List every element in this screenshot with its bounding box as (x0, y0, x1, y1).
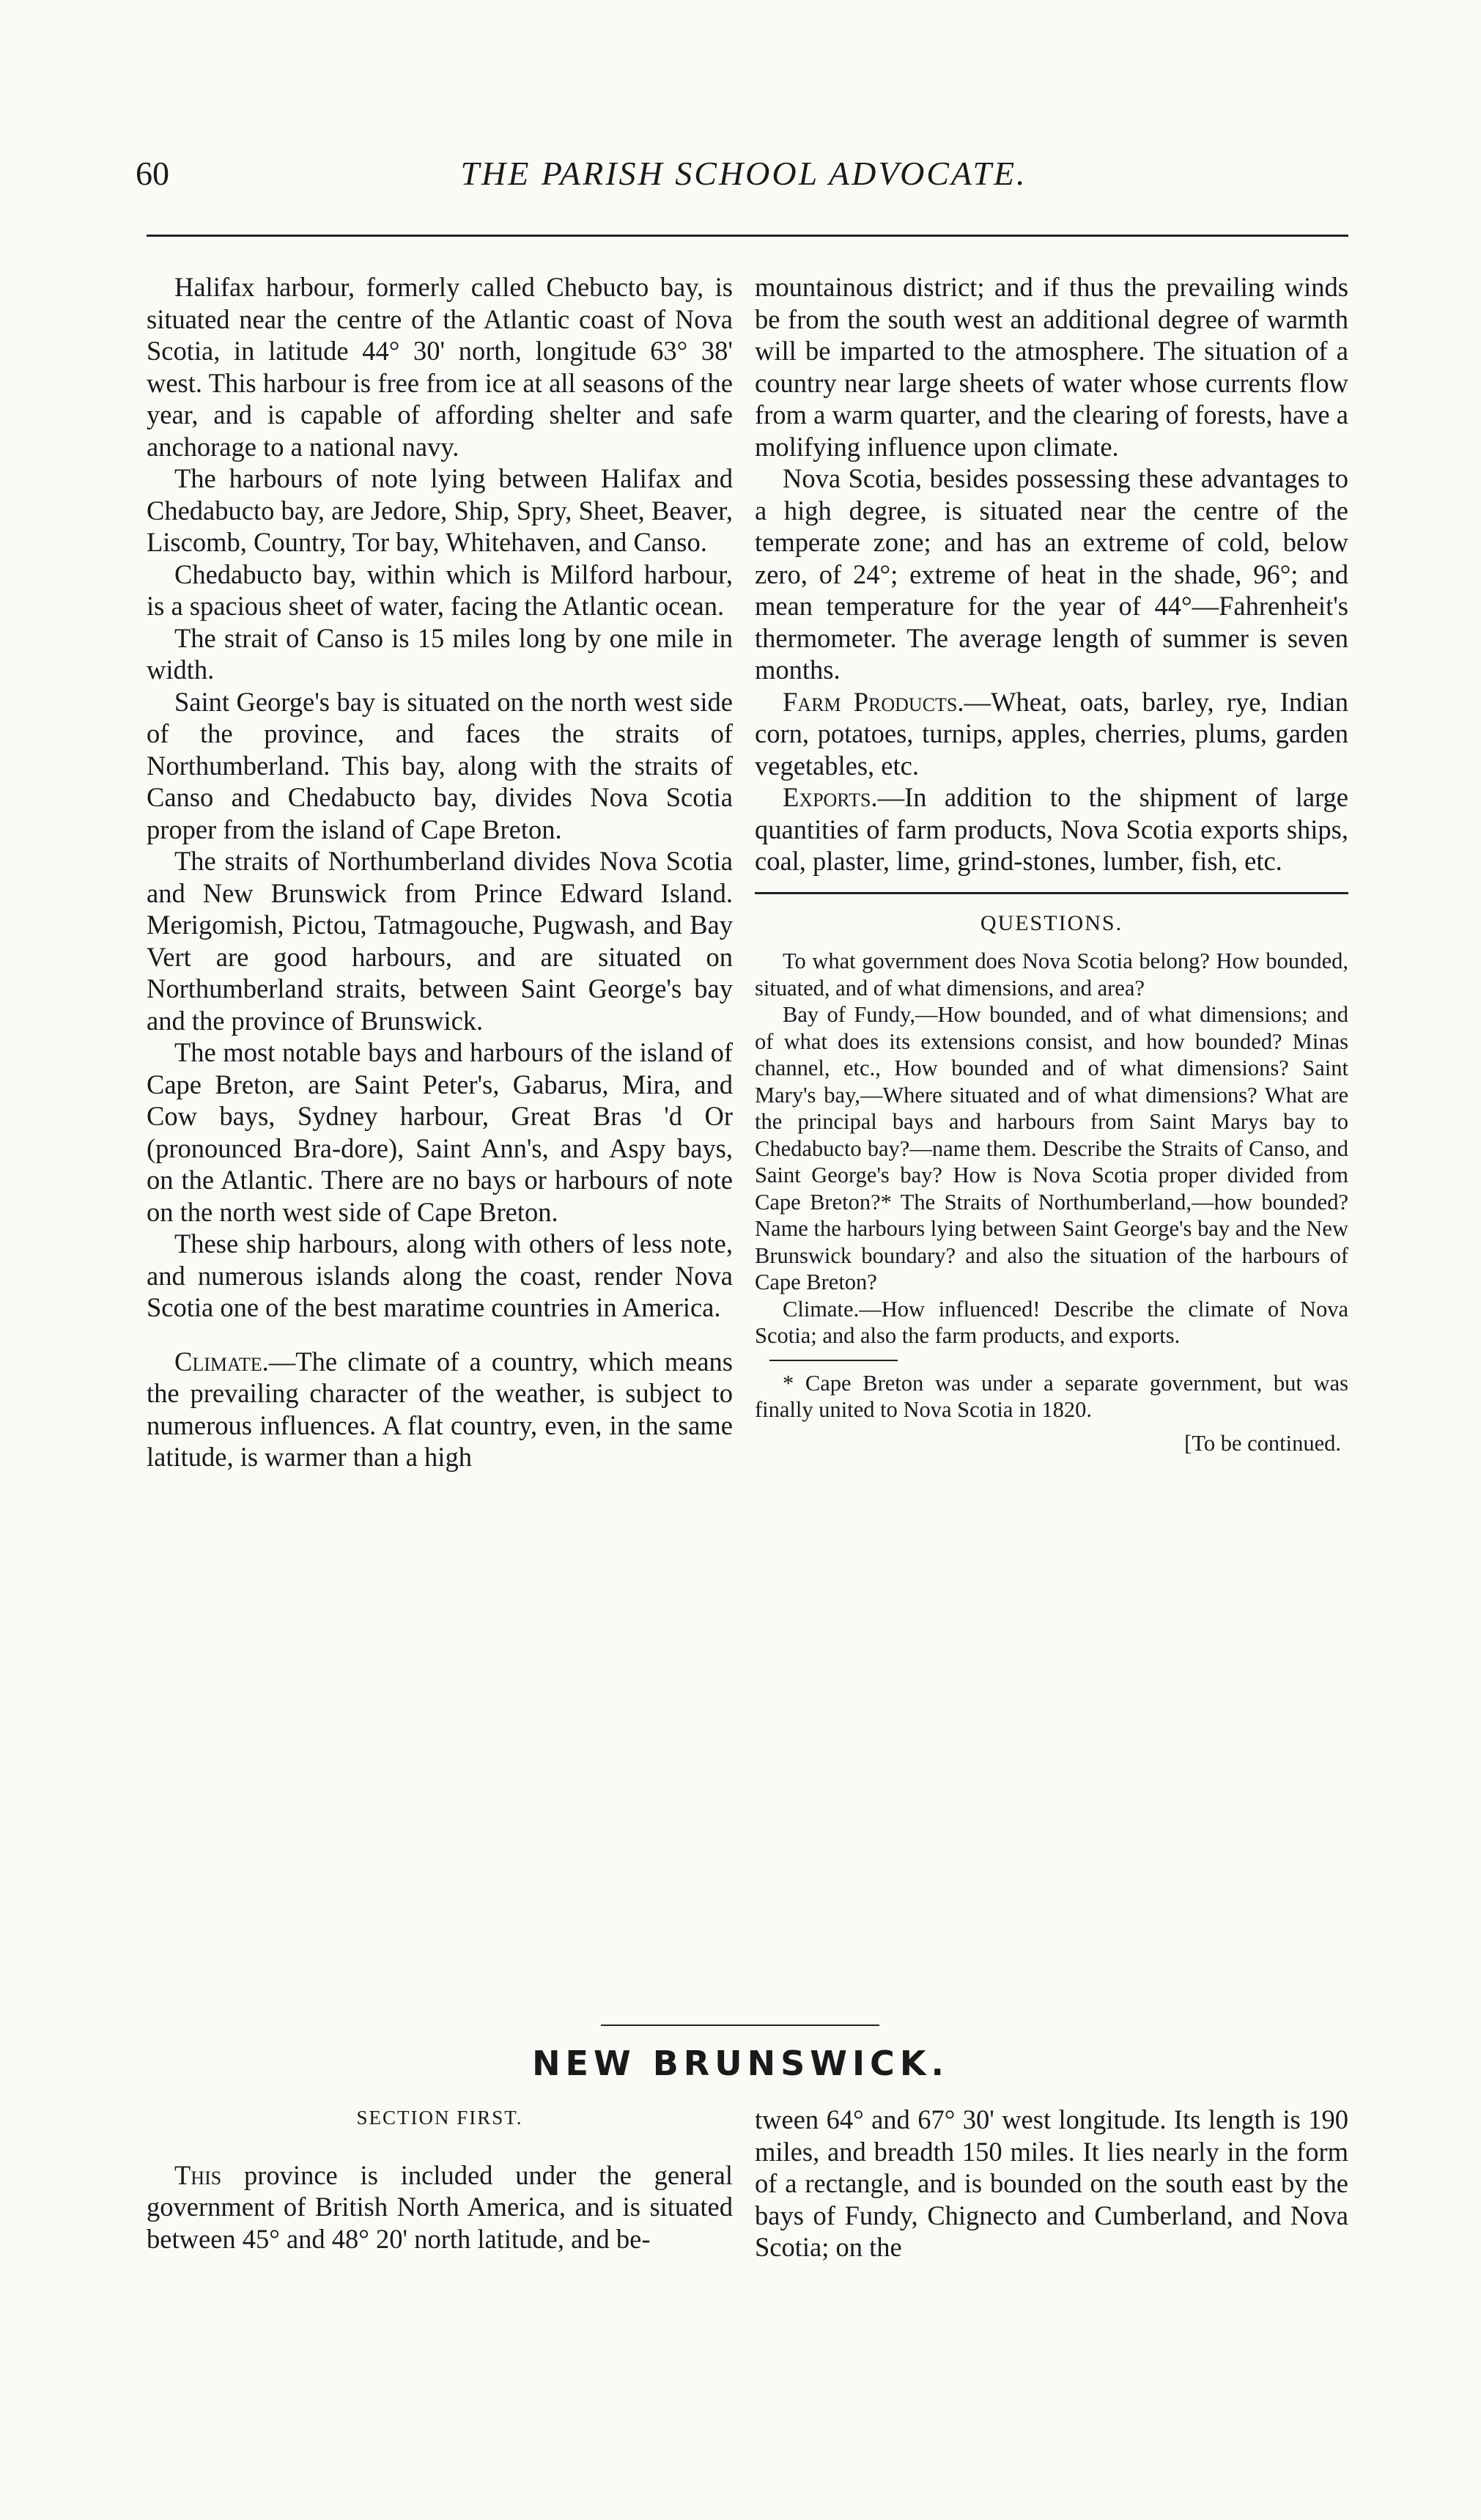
exports-label: Exports. (783, 782, 878, 812)
footnote-block (755, 1370, 1348, 1423)
climate-label: Climate. (174, 1346, 269, 1377)
paragraph: Saint George's bay is situated on the north west side of the province, and faces the straits of Northumberland. This bay, along with the straits of Canso and Chedabucto bay, divides Nova Scotia proper from the island of Cape Breton. (147, 686, 733, 844)
question-paragraph: To what government does Nova Scotia belong? How bounded, situated, and of what dimensions, and area? (755, 948, 1348, 1001)
farm-products-text: —Wheat, oats, barley, rye, Indian corn, potatoes, turnips, apples, cherries, plums, garden vegetables, etc. (755, 686, 1348, 781)
footnote: * Cape Breton was under a separate government, but was finally united to Nova Scotia in 1820. (755, 1370, 1348, 1422)
left-column (147, 271, 733, 1473)
farm-products-paragraph (755, 686, 1348, 782)
page-number: 60 (136, 155, 169, 192)
right-column (755, 271, 1348, 1459)
paragraph: The harbours of note lying between Halifax and Chedabucto bay, are Jedore, Ship, Spry, Sheet, Beaver, Liscomb, Country, Tor bay, Whitehaven, and Canso. (147, 463, 733, 557)
footnote-rule (769, 1360, 898, 1361)
climate-text: —The climate of a country, which means the prevailing character of the weather, is subject to numerous influences. A flat country, even, in the same latitude, is warmer than a high (147, 1346, 733, 1472)
section-right-column (755, 2104, 1348, 2263)
question-paragraph: Climate.—How influenced! Describe the climate of Nova Scotia; and also the farm products, and exports. (755, 1296, 1348, 1348)
paragraph: The most notable bays and harbours of the island of Cape Breton, are Saint Peter's, Gabarus, Mira, and Cow bays, Sydney harbour, Great Bras 'd Or (pronounced Bra-dore), Saint Ann's, and Aspy bays, on the Atlantic. There are no bays or harbours of note on the north west side of Cape Breton. (147, 1037, 733, 1227)
exports-paragraph (755, 781, 1348, 877)
continued-note: [To be continued. (1184, 1430, 1341, 1456)
paragraph: Nova Scotia, besides possessing these advantages to a high degree, is situated near the centre of the temperate zone; and has an extreme of cold, below zero, of 24°; extreme of heat in the shade, 96°; and mean temperature for the year of 44°—Fahrenheit's thermometer. The average length of summer is seven months. (755, 463, 1348, 685)
paragraph: Chedabucto bay, within which is Milford harbour, is a spacious sheet of water, facing the Atlantic ocean. (147, 559, 733, 621)
page-header (136, 154, 1352, 205)
section-divider (601, 2025, 879, 2026)
paragraph: These ship harbours, along with others of less note, and numerous islands along the coast, render Nova Scotia one of the best maratime countries in America. (147, 1228, 733, 1322)
questions-rule (755, 892, 1348, 894)
paragraph: Halifax harbour, formerly called Chebucto bay, is situated near the centre of the Atlantic coast of Nova Scotia, in latitude 44° 30' north, longitude 63° 38' west. This harbour is free from ice at all seasons of the year, and is capable of affording shelter and safe anchorage to a national navy. (147, 272, 733, 462)
paragraph: mountainous district; and if thus the prevailing winds be from the south west an additional degree of warmth will be imparted to the atmosphere. The situation of a country near large sheets of water whose currents flow from a warm quarter, and the clearing of forests, have a molifying influence upon climate. (755, 272, 1348, 462)
section-left-column (147, 2102, 733, 2255)
header-rule (147, 235, 1348, 237)
section-title: NEW BRUNSWICK. (532, 2044, 949, 2083)
section-subheading: SECTION FIRST. (356, 2107, 523, 2129)
this-word: This (174, 2159, 222, 2190)
section-left-text: province is included under the general government of British North America, and is situated between 45° and 48° 20' north latitude, and be- (147, 2159, 733, 2254)
paragraph: The straits of Northumberland divides Nova Scotia and New Brunswick from Prince Edward Island. Merigomish, Pictou, Tatmagouche, Pugwash, and Bay Vert are good harbours, and are situated on Northumberland straits, between Saint George's bay and the province of Brunswick. (147, 846, 733, 1036)
questions-heading: QUESTIONS. (980, 910, 1123, 935)
paragraph: The strait of Canso is 15 miles long by one mile in width. (147, 622, 733, 685)
section-right-text: tween 64° and 67° 30' west longitude. Its length is 190 miles, and breadth 150 miles. It lies nearly in the form of a rectangle, and is bounded on the south east by the bays of Fundy, Chignecto and Cumberland, and Nova Scotia; on the (755, 2104, 1348, 2262)
climate-paragraph (147, 1346, 733, 1473)
running-title: THE PARISH SCHOOL ADVOCATE. (460, 155, 1027, 192)
farm-products-label: Farm Products. (783, 686, 964, 717)
exports-text: —In addition to the shipment of large quantities of farm products, Nova Scotia exports ships, coal, plaster, lime, grind-stones, lumber, fish, etc. (755, 782, 1348, 876)
questions-block (755, 948, 1348, 1349)
question-paragraph: Bay of Fundy,—How bounded, and of what dimensions; and of what does its extensions consist, and how bounded? Minas channel, etc., How bounded and of what dimensions? Saint Mary's bay,—Where situated and of what dimensions? What are the principal bays and harbours from Saint Marys bay to Chedabucto bay?—name them. Describe the Straits of Canso, and Saint George's bay? How is Nova Scotia proper divided from Cape Breton?* The Straits of Northumberland,—how bounded? Name the harbours lying between Saint George's bay and the New Brunswick boundary? and also the situation of the harbours of Cape Breton? (755, 1002, 1348, 1294)
section-paragraph (147, 2159, 733, 2255)
